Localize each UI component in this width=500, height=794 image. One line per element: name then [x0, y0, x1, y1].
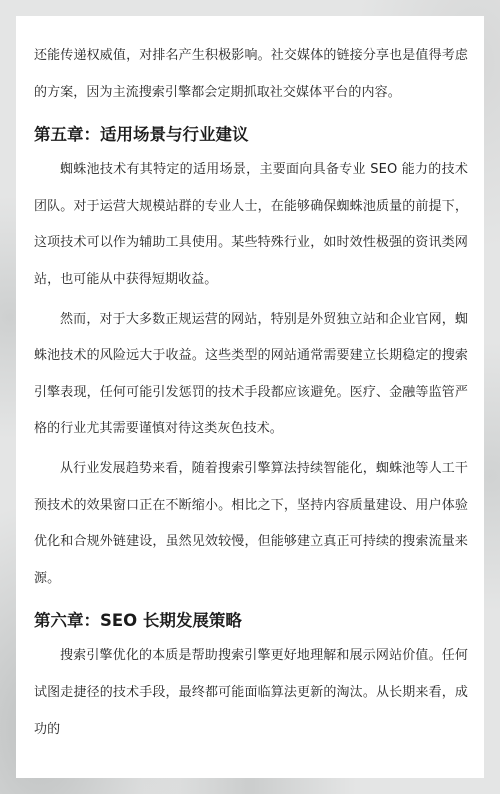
intro-paragraph: 还能传递权威值，对排名产生积极影响。社交媒体的链接分享也是值得考虑的方案，因为主流搜索引擎都会定期抓取社交媒体平台的内容。 — [34, 48, 468, 100]
chapter6-heading: 第六章：SEO 长期发展策略 — [34, 611, 242, 631]
document-page — [16, 16, 484, 778]
chapter6-paragraph-1: 搜索引擎优化的本质是帮助搜索引擎更好地理解和展示网站价值。任何试图走捷径的技术手段，最终都可能面临算法更新的淘汰。从长期来看，成功的 — [34, 648, 468, 737]
chapter5-paragraph-1: 蜘蛛池技术有其特定的适用场景，主要面向具备专业 SEO 能力的技术团队。对于运营大规模站群的专业人士，在能够确保蜘蛛池质量的前提下，这项技术可以作为辅助工具使用。某些特殊行业，如时效性极强的资讯类网站，也可能从中获得短期收益。 — [34, 162, 468, 287]
chapter5-paragraph-2: 然而，对于大多数正规运营的网站，特别是外贸独立站和企业官网，蜘蛛池技术的风险远大于收益。这些类型的网站通常需要建立长期稳定的搜索引擎表现，任何可能引发惩罚的技术手段都应该避免。医疗、金融等监管严格的行业尤其需要谨慎对待这类灰色技术。 — [34, 311, 468, 437]
chapter5-paragraph-3: 从行业发展趋势来看，随着搜索引擎算法持续智能化，蜘蛛池等人工干预技术的效果窗口正在不断缩小。相比之下，坚持内容质量建设、用户体验优化和合规外链建设，虽然见效较慢，但能够建立真正可持续的搜索流量来源。 — [34, 460, 468, 586]
chapter5-heading: 第五章：适用场景与行业建议 — [34, 125, 249, 145]
article-body — [34, 16, 468, 748]
